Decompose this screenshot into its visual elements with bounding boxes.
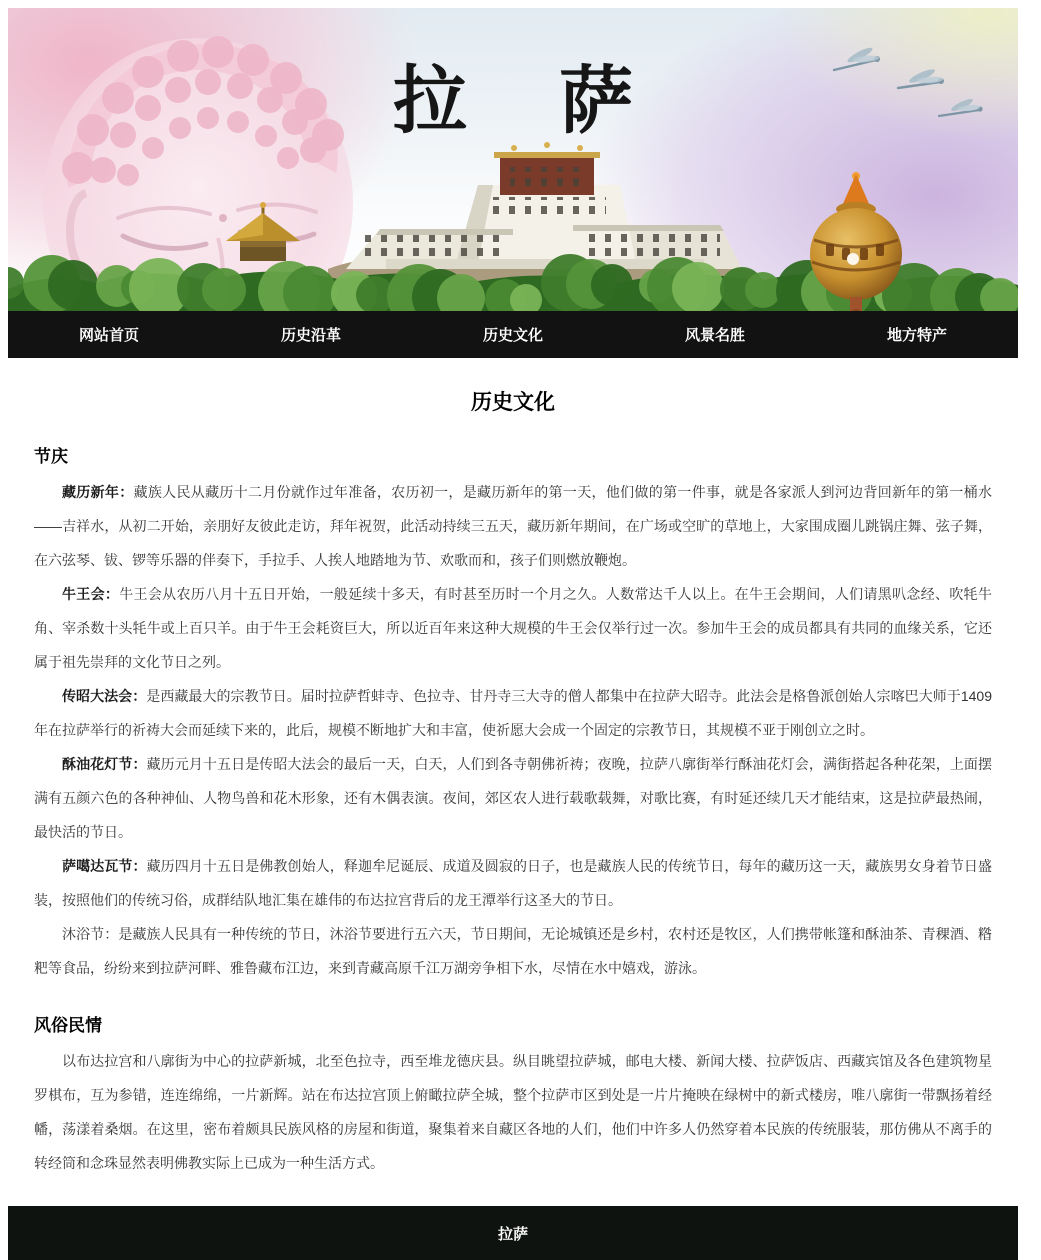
paragraph-text: 以布达拉宫和八廓街为中心的拉萨新城，北至色拉寺，西至堆龙德庆县。纵目眺望拉萨城，邮电大楼、新闻大楼、拉萨饭店、西藏宾馆及各色建筑物星罗棋布，互为参错，连连绵绵，一片新辉。站在布达拉宫顶上俯瞰拉萨全城，整个拉萨市区到处是一片片掩映在绿树中的新式楼房，唯八廓街一带飘扬着经幡，荡漾着桑烟。在这里，密布着颇具民族风格的房屋和街道，聚集着来自藏区各地的人们，他们中许多人仍然穿着本民族的传统服装，那仿佛从不离手的转经筒和念珠显然表明佛教实际上已成为一种生活方式。 <box>34 1053 992 1171</box>
paragraph-text: 是西藏最大的宗教节日。届时拉萨哲蚌寺、色拉寺、甘丹寺三大寺的僧人都集中在拉萨大昭寺。此法会是格鲁派创始人宗喀巴大师于1409年在拉萨举行的祈祷大会而延续下来的，此后，规模不断地扩大和丰富，使祈愿大会成一个固定的宗教节日，其规模不亚于刚创立之时。 <box>34 688 992 738</box>
paragraph <box>34 917 992 985</box>
section-heading: 风俗民情 <box>34 1016 102 1035</box>
page-heading: 历史文化 <box>471 391 555 414</box>
footer-title: 拉萨 <box>497 1225 528 1243</box>
site-title-char: 拉 <box>393 58 467 144</box>
page-footer <box>8 1206 1018 1260</box>
nav-item-1[interactable]: 历史沿革 <box>280 327 341 344</box>
content-section-1 <box>34 1011 992 1180</box>
paragraph-label: 传昭大法会： <box>62 688 147 704</box>
paragraph <box>34 1044 992 1180</box>
main-navigation <box>8 311 1018 358</box>
main-content <box>8 358 1018 1206</box>
content-section-0 <box>34 442 992 985</box>
paragraph <box>34 679 992 747</box>
paragraph <box>34 849 992 917</box>
header-banner <box>8 8 1018 311</box>
paragraph <box>34 475 992 577</box>
dragonfly-icon <box>890 66 952 98</box>
site-title-char: 萨 <box>559 58 633 144</box>
paragraph-label: 藏历新年： <box>62 484 134 500</box>
sections-container <box>34 442 992 1180</box>
prayer-wheel-icon <box>796 166 916 311</box>
nav-item-0[interactable]: 网站首页 <box>78 327 139 344</box>
paragraph <box>34 747 992 849</box>
paragraph-label: 萨噶达瓦节： <box>62 858 147 874</box>
nav-item-2[interactable]: 历史文化 <box>482 327 543 344</box>
paragraph <box>34 577 992 679</box>
paragraph-text: 藏族人民从藏历十二月份就作过年准备，农历初一，是藏历新年的第一天，他们做的第一件事，就是各家派人到河边背回新年的第一桶水——吉祥水，从初二开始，亲朋好友彼此走访，拜年祝贺，此活动持续三五天，藏历新年期间，在广场或空旷的草地上，大家围成圈儿跳锅庄舞、弦子舞，在六弦琴、钹、锣等乐器的伴奏下，手拉手、人挨人地踏地为节、欢歌而和，孩子们则燃放鞭炮。 <box>34 484 992 568</box>
dragonfly-icon <box>933 96 989 126</box>
nav-item-3[interactable]: 风景名胜 <box>684 327 745 344</box>
page-wrapper <box>8 8 1018 1260</box>
nav-list <box>8 311 1018 358</box>
paragraph-text: 藏历四月十五日是佛教创始人，释迦牟尼诞辰、成道及圆寂的日子，也是藏族人民的传统节日，每年的藏历这一天，藏族男女身着节日盛装，按照他们的传统习俗，成群结队地汇集在雄伟的布达拉宫背后的龙王潭举行这圣大的节日。 <box>34 858 993 908</box>
paragraph-text: 是藏族人民具有一种传统的节日，沐浴节要进行五六天，节日期间，无论城镇还是乡村，农村还是牧区，人们携带帐篷和酥油茶、青稞酒、糌粑等食品，纷纷来到拉萨河畔、雅鲁藏布江边，来到青藏高原千江万湖旁争相下水，尽情在水中嬉戏，游泳。 <box>34 926 993 976</box>
nav-item-4[interactable]: 地方特产 <box>886 327 947 344</box>
paragraph-label: 牛王会： <box>62 586 120 602</box>
paragraph-text: 牛王会从农历八月十五日开始，一般延续十多天，有时甚至历时一个月之久。人数常达千人以上。在牛王会期间，人们请黑叭念经、吹牦牛角、宰杀数十头牦牛或上百只羊。由于牛王会耗资巨大，所以近百年来这种大规模的牛王会仅举行过一次。参加牛王会的成员都具有共同的血缘关系，它还属于祖先崇拜的文化节日之列。 <box>34 586 992 670</box>
paragraph-text: 藏历元月十五日是传昭大法会的最后一天，白天，人们到各寺朝佛祈祷；夜晚，拉萨八廓街举行酥油花灯会，满街搭起各种花架，上面摆满有五颜六色的各种神仙、人物鸟兽和花木形象，还有木偶表演。夜间，郊区农人进行载歌载舞，对歌比赛，有时延还续几天才能结束，这是拉萨最热闹，最快活的节日。 <box>34 756 993 840</box>
paragraph-label: 沐浴节： <box>62 926 119 942</box>
section-heading: 节庆 <box>34 447 68 466</box>
dragonfly-icon <box>826 46 888 78</box>
paragraph-label: 酥油花灯节： <box>62 756 147 772</box>
